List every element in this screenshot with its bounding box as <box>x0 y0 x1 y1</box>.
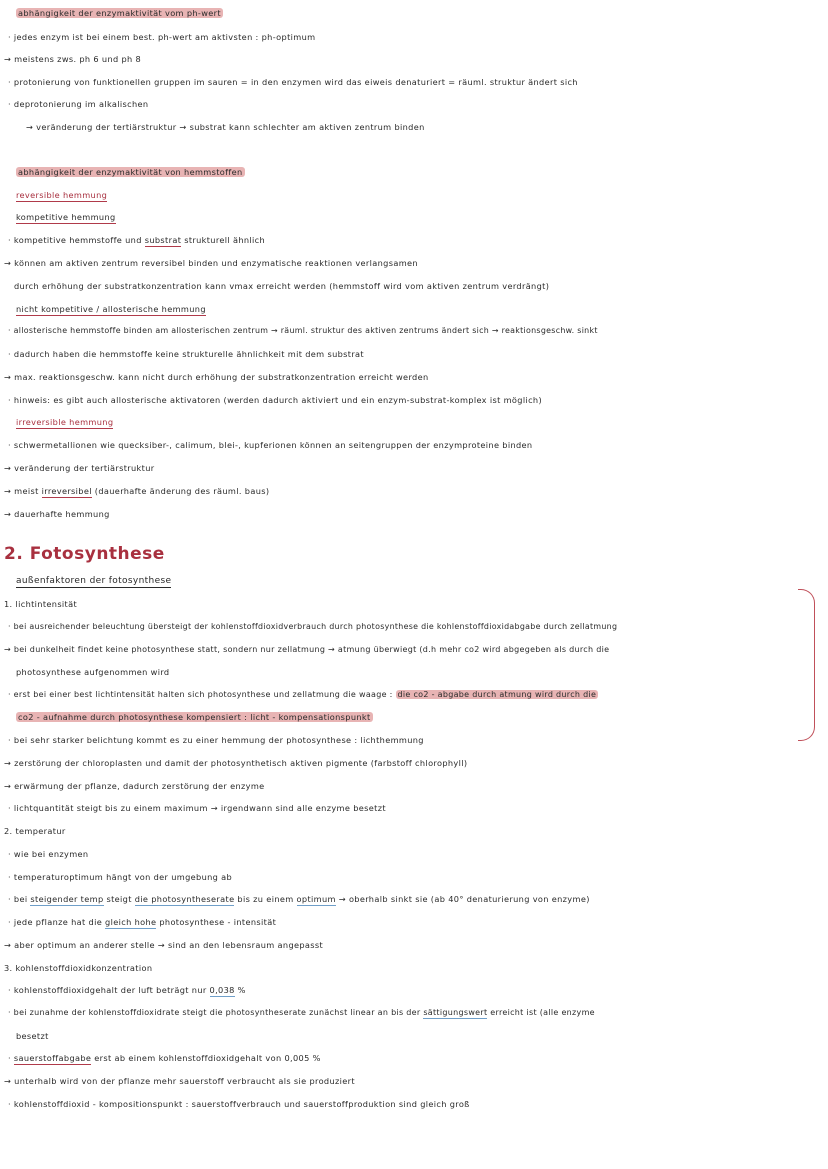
note-text: → meist <box>4 486 42 496</box>
note-text: strukturell ähnlich <box>181 235 266 245</box>
note-line: · dadurch haben die hemmstoffe keine strukturelle ähnlichkeit mit dem substrat <box>8 349 364 359</box>
note-line: → veränderung der tertiärstruktur <box>4 463 155 473</box>
note-line: · hinweis: es gibt auch allosterische aktivatoren (werden dadurch aktiviert und ein enzym-substrat-komplex ist möglich) <box>8 395 543 405</box>
underlined-term: sättigungswert <box>423 1008 488 1017</box>
note-line <box>8 893 590 905</box>
subtitle-text: außenfaktoren der fotosynthese <box>16 576 172 586</box>
note-line: · allosterische hemmstoffe binden am allosterischen zentrum → räuml. struktur des aktiven zentrums ändert sich → reaktionsgeschw. sinkt <box>8 326 598 335</box>
note-text: · erst bei einer best lichtintensität halten sich photosynthese und zellatmung die waage : <box>8 690 396 699</box>
note-line: → aber optimum an anderer stelle → sind an den lebensraum angepasst <box>4 940 324 950</box>
note-line: → erwärmung der pflanze, dadurch zerstörung der enzyme <box>4 781 265 791</box>
heading-inhibitors <box>16 166 245 178</box>
factor-heading-light: 1. lichtintensität <box>4 599 78 609</box>
note-line: · bei ausreichender beleuchtung übersteigt der kohlenstoffdioxidverbrauch durch photosynthese die kohlenstoffdioxidabgabe durch zellatmung <box>8 622 618 631</box>
note-text: · <box>8 1053 14 1063</box>
note-line: · wie bei enzymen <box>8 849 89 859</box>
underlined-term: gleich hohe <box>105 917 157 927</box>
note-line <box>8 916 276 928</box>
subheading-reversible-text: reversible hemmung <box>16 190 108 200</box>
underlined-term: irreversibel <box>41 486 92 496</box>
note-line <box>8 234 265 246</box>
underlined-term: substrat <box>144 235 182 245</box>
chapter-title: 2. Fotosynthese <box>4 544 165 564</box>
subheading-competitive-text: kompetitive hemmung <box>16 212 116 222</box>
note-text: · kohlenstoffdioxidgehalt der luft beträgt nur <box>8 985 210 995</box>
heading-ph <box>16 7 223 19</box>
subtitle-outside-factors <box>16 575 171 587</box>
note-line: → können am aktiven zentrum reversibel binden und enzymatische reaktionen verlangsamen <box>4 258 418 268</box>
subheading-irreversible-text: irreversible hemmung <box>16 417 114 427</box>
note-text: · bei <box>8 894 31 904</box>
note-line: durch erhöhung der substratkonzentration kann vmax erreicht werden (hemmstoff wird vom aktiven zentrum verdrängt) <box>14 281 550 291</box>
note-line: → meistens zws. ph 6 und ph 8 <box>4 54 142 64</box>
note-line <box>4 485 269 497</box>
note-text: → oberhalb sinkt sie (ab 40° denaturierung von enzyme) <box>335 894 590 904</box>
note-line: → max. reaktionsgeschw. kann nicht durch erhöhung der substratkonzentration erreicht werden <box>4 372 429 382</box>
highlighted-text: die co2 - abgabe durch atmung wird durch die <box>397 690 597 699</box>
subheading-reversible <box>16 189 107 201</box>
note-line: → dauerhafte hemmung <box>4 509 110 519</box>
note-text: bis zu einem <box>234 894 297 904</box>
subheading-noncompetitive-text: nicht kompetitive / allosterische hemmung <box>16 304 206 314</box>
highlighted-text: co2 - aufnahme durch photosynthese kompensiert : licht - kompensationspunkt <box>18 712 371 722</box>
note-line: · kohlenstoffdioxid - kompositionspunkt : sauerstoffverbrauch und sauerstoffproduktion sind gleich groß <box>8 1099 470 1109</box>
note-text: erreicht ist (alle enzyme <box>487 1008 595 1017</box>
note-line <box>8 1052 321 1064</box>
underlined-term: steigender temp <box>30 894 104 904</box>
note-text: · jede pflanze hat die <box>8 917 106 927</box>
note-text: photosynthese - intensität <box>156 917 277 927</box>
note-line: · lichtquantität steigt bis zu einem maximum → irgendwann sind alle enzyme besetzt <box>8 803 386 813</box>
note-line <box>16 711 373 723</box>
heading-ph-text: abhängigkeit der enzymaktivität vom ph-wert <box>18 8 221 18</box>
underlined-term: die photosyntheserate <box>134 894 235 904</box>
note-line: photosynthese aufgenommen wird <box>16 667 170 677</box>
note-text: % <box>234 985 246 995</box>
note-text: steigt <box>103 894 135 904</box>
subheading-noncompetitive <box>16 303 206 315</box>
note-line: besetzt <box>16 1031 49 1041</box>
heading-inhibitors-text: abhängigkeit der enzymaktivität von hemmstoffen <box>18 167 243 177</box>
subheading-competitive <box>16 211 116 223</box>
subheading-irreversible <box>16 416 113 428</box>
note-line <box>8 689 598 701</box>
underlined-term: 0,038 <box>209 985 235 995</box>
note-text: · bei zunahme der kohlenstoffdioxidrate steigt die photosyntheserate zunächst linear an bis der <box>8 1008 424 1017</box>
note-text: erst ab einem kohlenstoffdioxidgehalt von 0,005 % <box>91 1053 321 1063</box>
underlined-term: optimum <box>296 894 336 904</box>
note-line: · schwermetallionen wie quecksiber-, calimum, blei-, kupferionen können an seitengruppen der enzymproteine binden <box>8 440 533 450</box>
note-line: → veränderung der tertiärstruktur → substrat kann schlechter am aktiven zentrum binden <box>26 122 425 132</box>
note-line: → zerstörung der chloroplasten und damit der photosynthetisch aktiven pigmente (farbstoff chlorophyll) <box>4 758 468 768</box>
note-line: · deprotonierung im alkalischen <box>8 99 149 109</box>
underlined-term: sauerstoffabgabe <box>13 1053 92 1063</box>
note-line: · temperaturoptimum hängt von der umgebung ab <box>8 872 233 882</box>
note-text: (dauerhafte änderung des räuml. baus) <box>91 486 270 496</box>
bracket-mark <box>798 589 815 741</box>
note-line: · protonierung von funktionellen gruppen im sauren = in den enzymen wird das eiweis denaturiert = räuml. struktur ändert sich <box>8 77 578 87</box>
factor-heading-co2: 3. kohlenstoffdioxidkonzentration <box>4 963 153 973</box>
factor-heading-temperature: 2. temperatur <box>4 826 66 836</box>
note-line: · bei sehr starker belichtung kommt es zu einer hemmung der photosynthese : lichthemmung <box>8 735 424 745</box>
note-line <box>8 984 246 996</box>
note-text: · kompetitive hemmstoffe und <box>8 235 145 245</box>
note-line <box>8 1007 595 1019</box>
note-line: → unterhalb wird von der pflanze mehr sauerstoff verbraucht als sie produziert <box>4 1076 355 1086</box>
note-line: · jedes enzym ist bei einem best. ph-wert am aktivsten : ph-optimum <box>8 32 316 42</box>
note-line: → bei dunkelheit findet keine photosynthese statt, sondern nur zellatmung → atmung überwiegt (d.h mehr co2 wird abgegeben als durch die <box>4 645 610 654</box>
